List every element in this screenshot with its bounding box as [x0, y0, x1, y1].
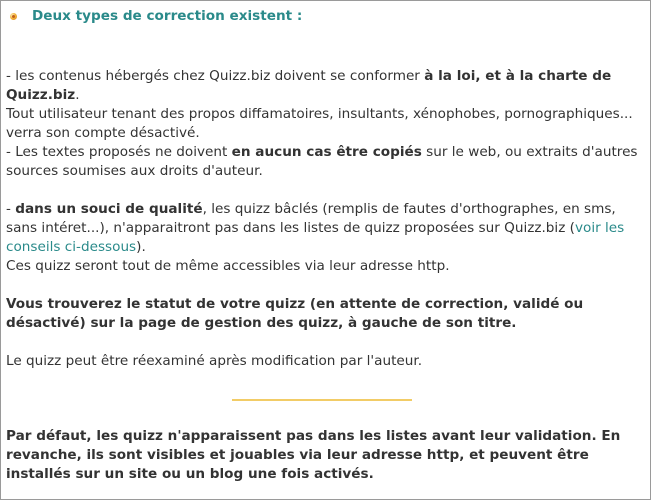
paragraph-legal: [6, 67, 645, 105]
bold-text: à la loi, et à la charte de Quizz.biz: [6, 68, 612, 103]
text: - les contenus hébergés chez Quizz.biz doivent se conformer: [6, 68, 425, 84]
paragraph-warning: Tout utilisateur tenant des propos diffamatoires, insultants, xénophobes, pornographiques... verra son compte désactivé.: [6, 106, 633, 141]
text: , les quizz bâclés (remplis de fautes d'orthographes, en sms, sans intéret...), n'apparaitront pas dans les listes de quizz proposées sur Quizz.biz (: [6, 201, 616, 236]
text: ).: [136, 239, 146, 255]
bullet-icon: [10, 13, 17, 20]
paragraph-reexamine: Le quizz peut être réexaminé après modification par l'auteur.: [6, 353, 423, 369]
text: - Les textes proposés ne doivent: [6, 144, 232, 160]
paragraph-default: [6, 427, 645, 484]
paragraph-accessible: Ces quizz seront tout de même accessibles via leur adresse http.: [6, 258, 450, 274]
bold-text: Vous trouverez le statut de votre quizz (en attente de correction, validé ou désactivé) sur la page de gestion des quizz, à gauche de son titre.: [6, 296, 584, 331]
text: -: [6, 201, 16, 217]
heading-text: Deux types de correction existent :: [32, 8, 303, 24]
advice-link[interactable]: voir les conseils ci-dessous: [6, 220, 625, 255]
separator-line: [232, 399, 412, 401]
bold-text: en aucun cas être copiés: [231, 144, 422, 160]
bold-text: Par défaut, les quizz n'apparaissent pas dans les listes avant leur validation. En revanche, ils sont visibles et jouables via leur adresse http, et peuvent être installés sur un site ou un blog une fois activés.: [6, 428, 621, 482]
separator-area: [6, 371, 645, 427]
text: sur le web, ou extraits d'autres sources soumises aux droits d'auteur.: [6, 144, 638, 179]
section-heading: [6, 7, 645, 29]
paragraph-copy: [6, 143, 645, 181]
text: .: [75, 87, 80, 103]
bold-text: dans un souci de qualité: [15, 201, 203, 217]
paragraph-status: [6, 295, 645, 333]
paragraph-quality: [6, 200, 645, 257]
